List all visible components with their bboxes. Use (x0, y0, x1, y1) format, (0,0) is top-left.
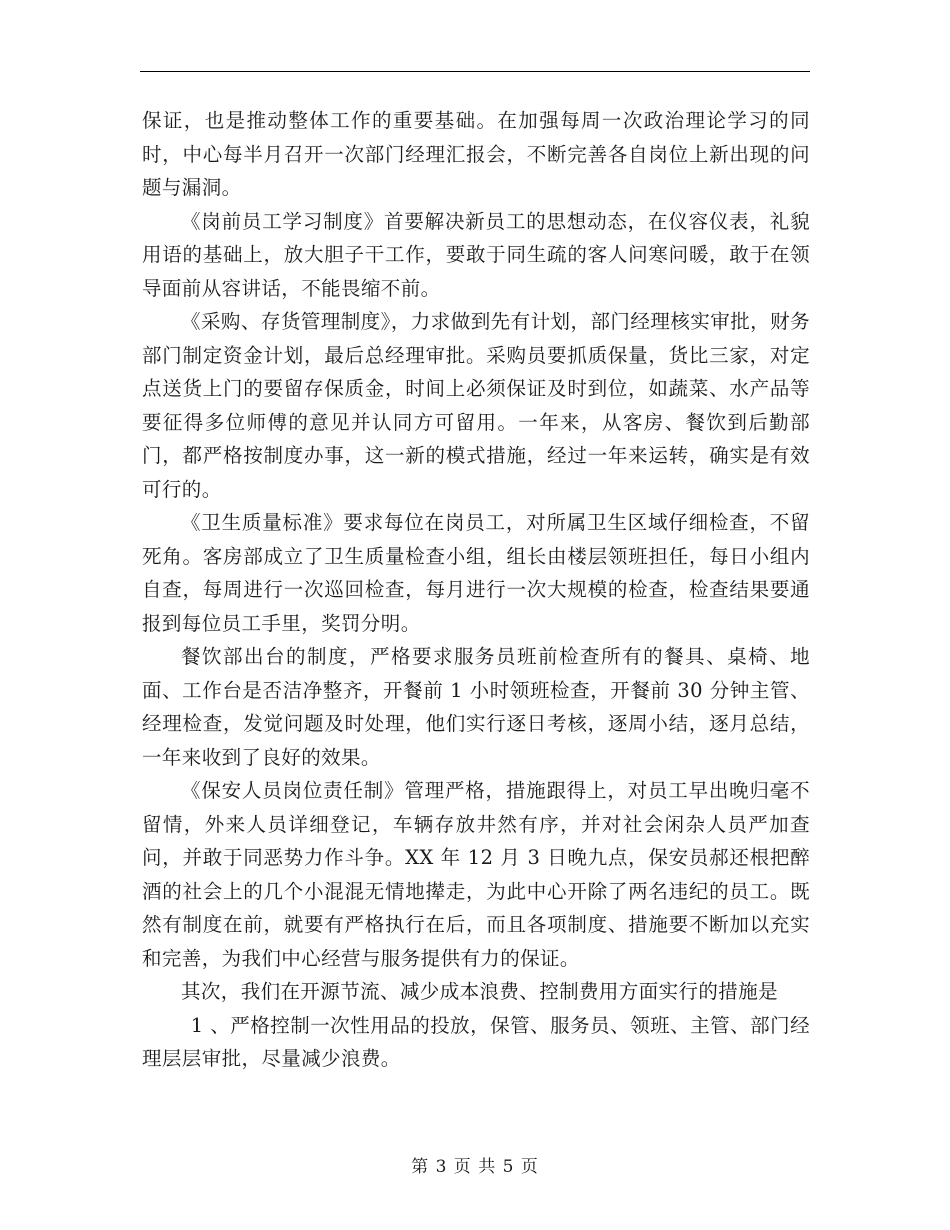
paragraph-training-policy: 《岗前员工学习制度》首要解决新员工的思想动态，在仪容仪表，礼貌用语的基础上，放大胆子干工作，要敢于同生疏的客人问寒问暖，敢于在领导面前从容讲话，不能畏缩不前。 (142, 209, 810, 300)
paragraph-catering-policy: 餐饮部出台的制度，严格要求服务员班前检查所有的餐具、桌椅、地面、工作台是否洁净整齐，开餐前 1 小时领班检查，开餐前 30 分钟主管、经理检查，发觉问题及时处理，他们实行逐日考核，逐周小结，逐月总结，一年来收到了良好的效果。 (142, 645, 810, 769)
paragraph-purchasing-policy: 《采购、存货管理制度》，力求做到先有计划，部门经理核实审批，财务部门制定资金计划，最后总经理审批。采购员要抓质保量，货比三家，对定点送货上门的要留存保质金，时间上必须保证及时到位，如蔬菜、水产品等要征得多位师傅的意见并认同方可留用。一年来，从客房、餐饮到后勤部门，都严格按制度办事，这一新的模式措施，经过一年来运转，确实是有效可行的。 (142, 310, 810, 501)
paragraph-continuation: 保证，也是推动整体工作的重要基础。在加强每周一次政治理论学习的同时，中心每半月召开一次部门经理汇报会，不断完善各自岗位上新出现的问题与漏洞。 (142, 109, 810, 199)
paragraph-hygiene-standard: 《卫生质量标准》要求每位在岗员工，对所属卫生区域仔细检查，不留死角。客房部成立了卫生质量检查小组，组长由楼层领班担任，每日小组内自查，每周进行一次巡回检查，每月进行一次大规模的检查，检查结果要通报到每位员工手里，奖罚分明。 (142, 511, 810, 635)
header-rule (140, 71, 810, 72)
list-item-disposables: 1 、严格控制一次性用品的投放，保管、服务员、领班、主管、部门经理层层审批，尽量减少浪费。 (142, 1013, 810, 1070)
page-number: 第 3 页 共 5 页 (411, 1157, 539, 1177)
document-body (142, 104, 810, 1076)
paragraph-cost-measures-intro: 其次，我们在开源节流、减少成本浪费、控制费用方面实行的措施是 (181, 980, 779, 1003)
paragraph-security-policy: 《保安人员岗位责任制》管理严格，措施跟得上，对员工早出晚归毫不留情，外来人员详细登记，车辆存放井然有序，并对社会闲杂人员严加查问，并敢于同恶势力作斗争。XX 年 12 月 3 日晚九点，保安员郝还根把醉酒的社会上的几个小混混无情地撵走，为此中心开除了两名违纪的员工。既然有制度在前，就要有严格执行在后，而且各项制度、措施要不断加以充实和完善，为我们中心经营与服务提供有力的保证。 (142, 779, 810, 970)
